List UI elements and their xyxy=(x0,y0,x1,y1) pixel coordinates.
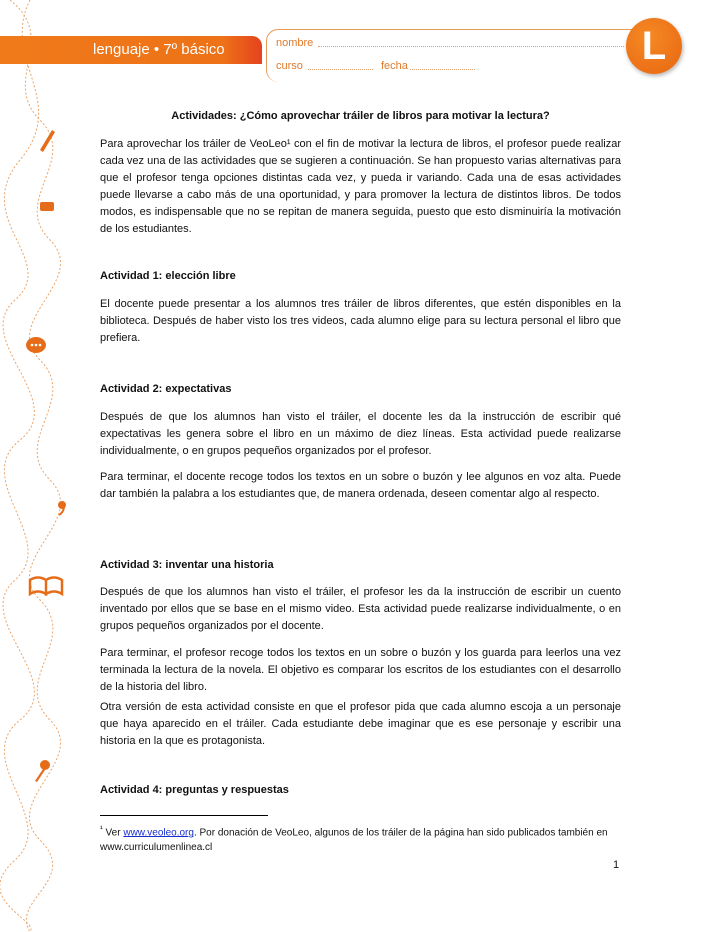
subject-label: lenguaje • 7º básico xyxy=(93,41,225,58)
student-info-box xyxy=(266,29,637,82)
page-title: Actividades: ¿Cómo aprovechar tráiler de libros para motivar la lectura? xyxy=(171,110,550,122)
fecha-field[interactable] xyxy=(410,69,475,70)
paragraph: Otra versión de esta actividad consiste en que el profesor pida que cada alumno escoja a un personaje que haya aparecido en el tráiler. Cada estudiante debe imaginar que es ese personaje y escribir una historia en la que es protagonista. xyxy=(100,701,621,747)
fecha-label: fecha xyxy=(381,60,408,72)
footnote-mark: ¹ xyxy=(100,823,103,833)
paragraph: Para terminar, el docente recoge todos los textos en un sobre o buzón y lee algunos en voz alta. Puede dar también la palabra a los estudiantes que, de manera ordenada, deseen comentar algo al respecto. xyxy=(100,471,621,500)
curso-field[interactable] xyxy=(308,69,373,70)
intro-paragraph: Para aprovechar los tráiler de VeoLeo¹ con el fin de motivar la lectura de libros, el profesor puede realizar cada vez una de las actividades que se sugieren a continuación. Se han propuesto varias alternativas para que el profesor tenga opciones distintas cada vez, y pueda ir variando. Cada una de esas actividades puede llevarse a cabo más de una oportunidad, y para promover la lectura de distintos libros. De todos modos, es indispensable que no se repitan de manera seguida, puesto que esto disminuiría la motivación de los estudiantes. xyxy=(100,138,622,235)
comma-icon xyxy=(58,501,66,515)
footnote-text: . Por donación de VeoLeo, algunos de los tráiler de la página han sido publicados también en www.curriculumenlinea.cl xyxy=(100,827,608,854)
nombre-label: nombre xyxy=(276,37,314,49)
activity-heading: Actividad 1: elección libre xyxy=(100,270,236,282)
footnote-separator xyxy=(100,815,268,816)
decorative-swirl-border xyxy=(0,0,80,932)
footnote xyxy=(100,821,620,855)
subject-logo: L xyxy=(626,18,682,74)
paragraph: Para terminar, el profesor recoge todos los textos en un sobre o buzón y los guarda para leerlos una vez terminada la lectura de la novela. El objetivo es comparar los escritos de los estudiantes con el desarrollo de la historia del libro. xyxy=(100,647,621,693)
activity-heading: Actividad 3: inventar una historia xyxy=(100,559,274,571)
veoleo-link[interactable]: www.veoleo.org xyxy=(123,827,194,839)
footnote-text: Ver xyxy=(102,827,124,839)
nombre-field[interactable] xyxy=(318,46,624,47)
curso-label: curso xyxy=(276,60,303,72)
open-book-icon xyxy=(30,578,62,595)
paragraph: El docente puede presentar a los alumnos tres tráiler de libros diferentes, que estén disponibles en la biblioteca. Después de haber visto los tres videos, cada alumno elige para su lectura personal el libro que prefiera. xyxy=(100,298,621,344)
activity-heading: Actividad 2: expectativas xyxy=(100,383,232,395)
paragraph: Después de que los alumnos han visto el tráiler, el profesor les da la instrucción de escribir un cuento inventado por ellos que se base en el mismo video. Esta actividad puede realizarse individualmente, o en grupos pequeños organizados por el docente. xyxy=(100,586,621,632)
page-number: 1 xyxy=(613,859,620,871)
subject-band xyxy=(0,36,262,64)
typewriter-icon xyxy=(40,202,54,211)
speech-bubble-icon xyxy=(26,337,46,353)
paragraph: Después de que los alumnos han visto el tráiler, el docente les da la instrucción de escribir qué expectativas les genera sobre el libro en un máximo de diez líneas. Esta actividad puede realizarse individualmente, o en grupos pequeños organizados por el profesor. xyxy=(100,411,621,457)
activity-heading: Actividad 4: preguntas y respuestas xyxy=(100,784,289,796)
feather-pen-icon xyxy=(40,130,55,152)
microphone-icon xyxy=(35,760,50,782)
